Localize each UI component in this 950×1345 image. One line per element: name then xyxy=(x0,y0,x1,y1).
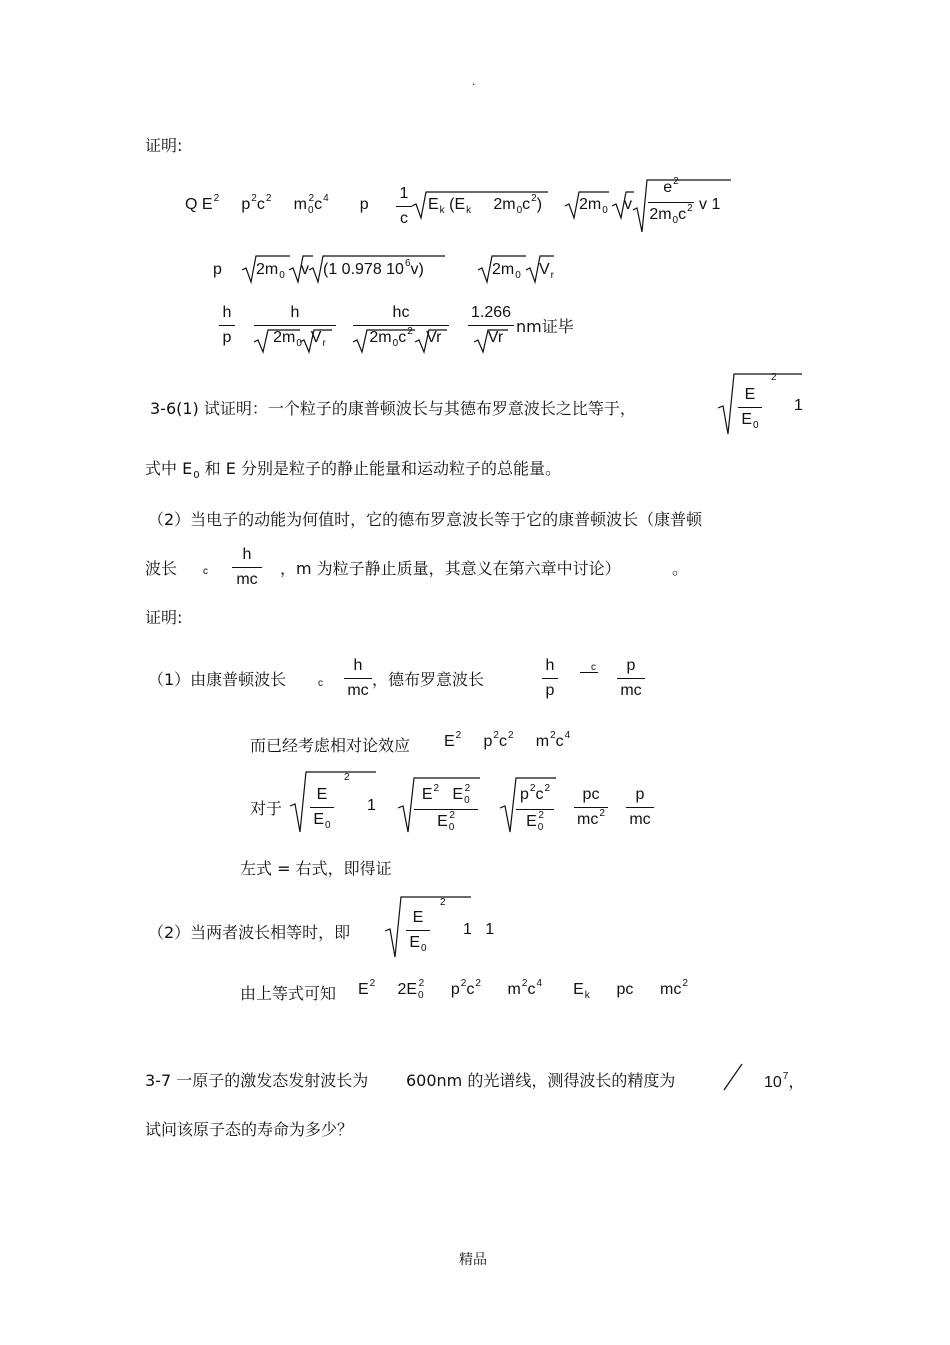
lambda-c-subscript: c xyxy=(318,678,323,689)
lambda-c-subscript: c xyxy=(591,662,596,673)
proof2-l3-frac5: p mc xyxy=(626,785,654,830)
footer-label: 精品 xyxy=(459,1252,487,1268)
problem36-line2: 式中 $E_0$ 和 E 分别是粒子的静止能量和运动粒子的总能量。 xyxy=(145,459,561,481)
sqrt-sign xyxy=(353,328,449,354)
proof1-line2-sqrt1: $2m_0$ xyxy=(256,261,285,281)
header-dot: . xyxy=(472,74,476,88)
sqrt-sign xyxy=(385,895,475,959)
proof2-l1-frac3: p mc xyxy=(617,656,645,701)
problem36-part2-frac: h mc xyxy=(232,545,262,590)
proof2-l3-frac4: pc $mc^2$ xyxy=(574,785,608,832)
proof1-line1-sqrt1: $E_k$ ($E_k$ $2m_0c^2$) xyxy=(428,193,543,216)
proof2-l6-eq: $E^2$ $2E_0^2$ $p^2c^2$ $m^2c^4$ $E_k$ pc $mc^2$ xyxy=(358,978,688,1001)
proof1-line2-sqrt4: $2m_0$ xyxy=(492,261,521,281)
proof1-line2-p: p xyxy=(213,261,222,278)
problem37-line1-b: 600nm 的光谱线，测得波长的精度为 xyxy=(406,1071,676,1090)
proof2-l1-frac2: h p xyxy=(542,656,558,701)
proof2-l3-one: 1 xyxy=(367,797,376,814)
problem37-line1-c: $10^7$， xyxy=(764,1071,805,1091)
proof2-l2-eq: $E^2$ $p^2c^2$ $m^2c^4$ xyxy=(444,730,571,750)
proof2-l5-tail: 1 1 xyxy=(463,921,495,938)
proof1-line2-sqrt2: v xyxy=(301,261,309,278)
proof2-l1-text: （1）由康普顿波长 xyxy=(148,670,287,689)
proof2-l4: 左式 = 右式，即得证 xyxy=(240,859,392,878)
proof2-l3-frac3: $p^2c^2$ $E_0^2$ xyxy=(516,785,554,834)
problem36-intro: 3-6(1) 试证明：一个粒子的康普顿波长与其德布罗意波长之比等于， xyxy=(150,399,636,418)
problem37-line2: 试问该原子态的寿命为多少？ xyxy=(145,1120,354,1139)
proof1-line3-frac1: h p xyxy=(219,303,235,348)
proof1-line1-sqrt2: $2m_0$ xyxy=(579,196,608,216)
proof2-l3-text: 对于 xyxy=(250,799,283,818)
proof1-line2-sqrt5: $V_r$ xyxy=(539,261,555,281)
problem36-part2-rest: ，m 为粒子静止质量，其意义在第六章中讨论） xyxy=(280,559,621,578)
proof1-line1-frac2: $e^2$ $2m_0c^2$ xyxy=(649,176,693,226)
proof2-l5-frac: E $E_0$ xyxy=(406,908,430,955)
proof2-l5-text: （2）当两者波长相等时，即 xyxy=(148,923,351,942)
sqrt-sign xyxy=(254,328,334,354)
problem36-part2-line1: （2）当电子的动能为何值时，它的德布罗意波长等于它的康普顿波长（康普顿 xyxy=(148,510,703,529)
proof2-l1-frac1: h mc xyxy=(344,656,372,701)
slash-mark xyxy=(722,1062,744,1092)
proof2-l3-frac2: $E^2$ $E_0^2$ $E_0^2$ xyxy=(414,785,478,834)
proof2-l3-sup: 2 xyxy=(344,772,350,783)
problem36-tail: 1 xyxy=(794,397,803,414)
proof1-line3-tail: nm证毕 xyxy=(516,317,574,336)
problem36-sup: 2 xyxy=(771,372,777,383)
problem36-frac: E $E_0$ xyxy=(738,385,762,432)
problem36-part2-end: 。 xyxy=(672,559,689,578)
proof2-label: 证明: xyxy=(145,608,183,627)
proof1-label: 证明: xyxy=(145,136,183,155)
proof2-l1-text2: ，德布罗意波长 xyxy=(372,670,485,689)
proof1-line2-sqrt3: (1 0.978 $10^6v$) xyxy=(323,258,424,278)
proof1-line1-sqrt3: v xyxy=(624,196,632,213)
proof1-line1-tail: v 1 xyxy=(699,196,721,213)
proof1-line3-frac4: 1.266 Vr xyxy=(468,303,514,348)
proof1-line3-frac2: h $2m_0$ $V_r$ xyxy=(254,303,336,350)
proof2-l5-sup: 2 xyxy=(440,897,446,908)
lambda-c-subscript: c xyxy=(203,566,208,577)
proof2-l3-frac1: E $E_0$ xyxy=(310,785,334,832)
sqrt-sign xyxy=(474,328,510,354)
problem36-part2-wavelength: 波长 xyxy=(145,559,178,578)
proof2-l2-text: 而已经考虑相对论效应 xyxy=(250,736,411,755)
proof1-line3-frac3: hc $2m_0c^2$ Vr xyxy=(353,303,449,350)
proof1-line1-lhs: Q $E^2$ $p^2c^2$ $m_0^2c^4$ p xyxy=(185,193,369,216)
proof1-line1-frac1: 1 c xyxy=(396,184,412,229)
proof2-l6-text: 由上等式可知 xyxy=(240,984,337,1003)
problem37-line1-a: 3-7 一原子的激发态发射波长为 xyxy=(145,1071,369,1090)
